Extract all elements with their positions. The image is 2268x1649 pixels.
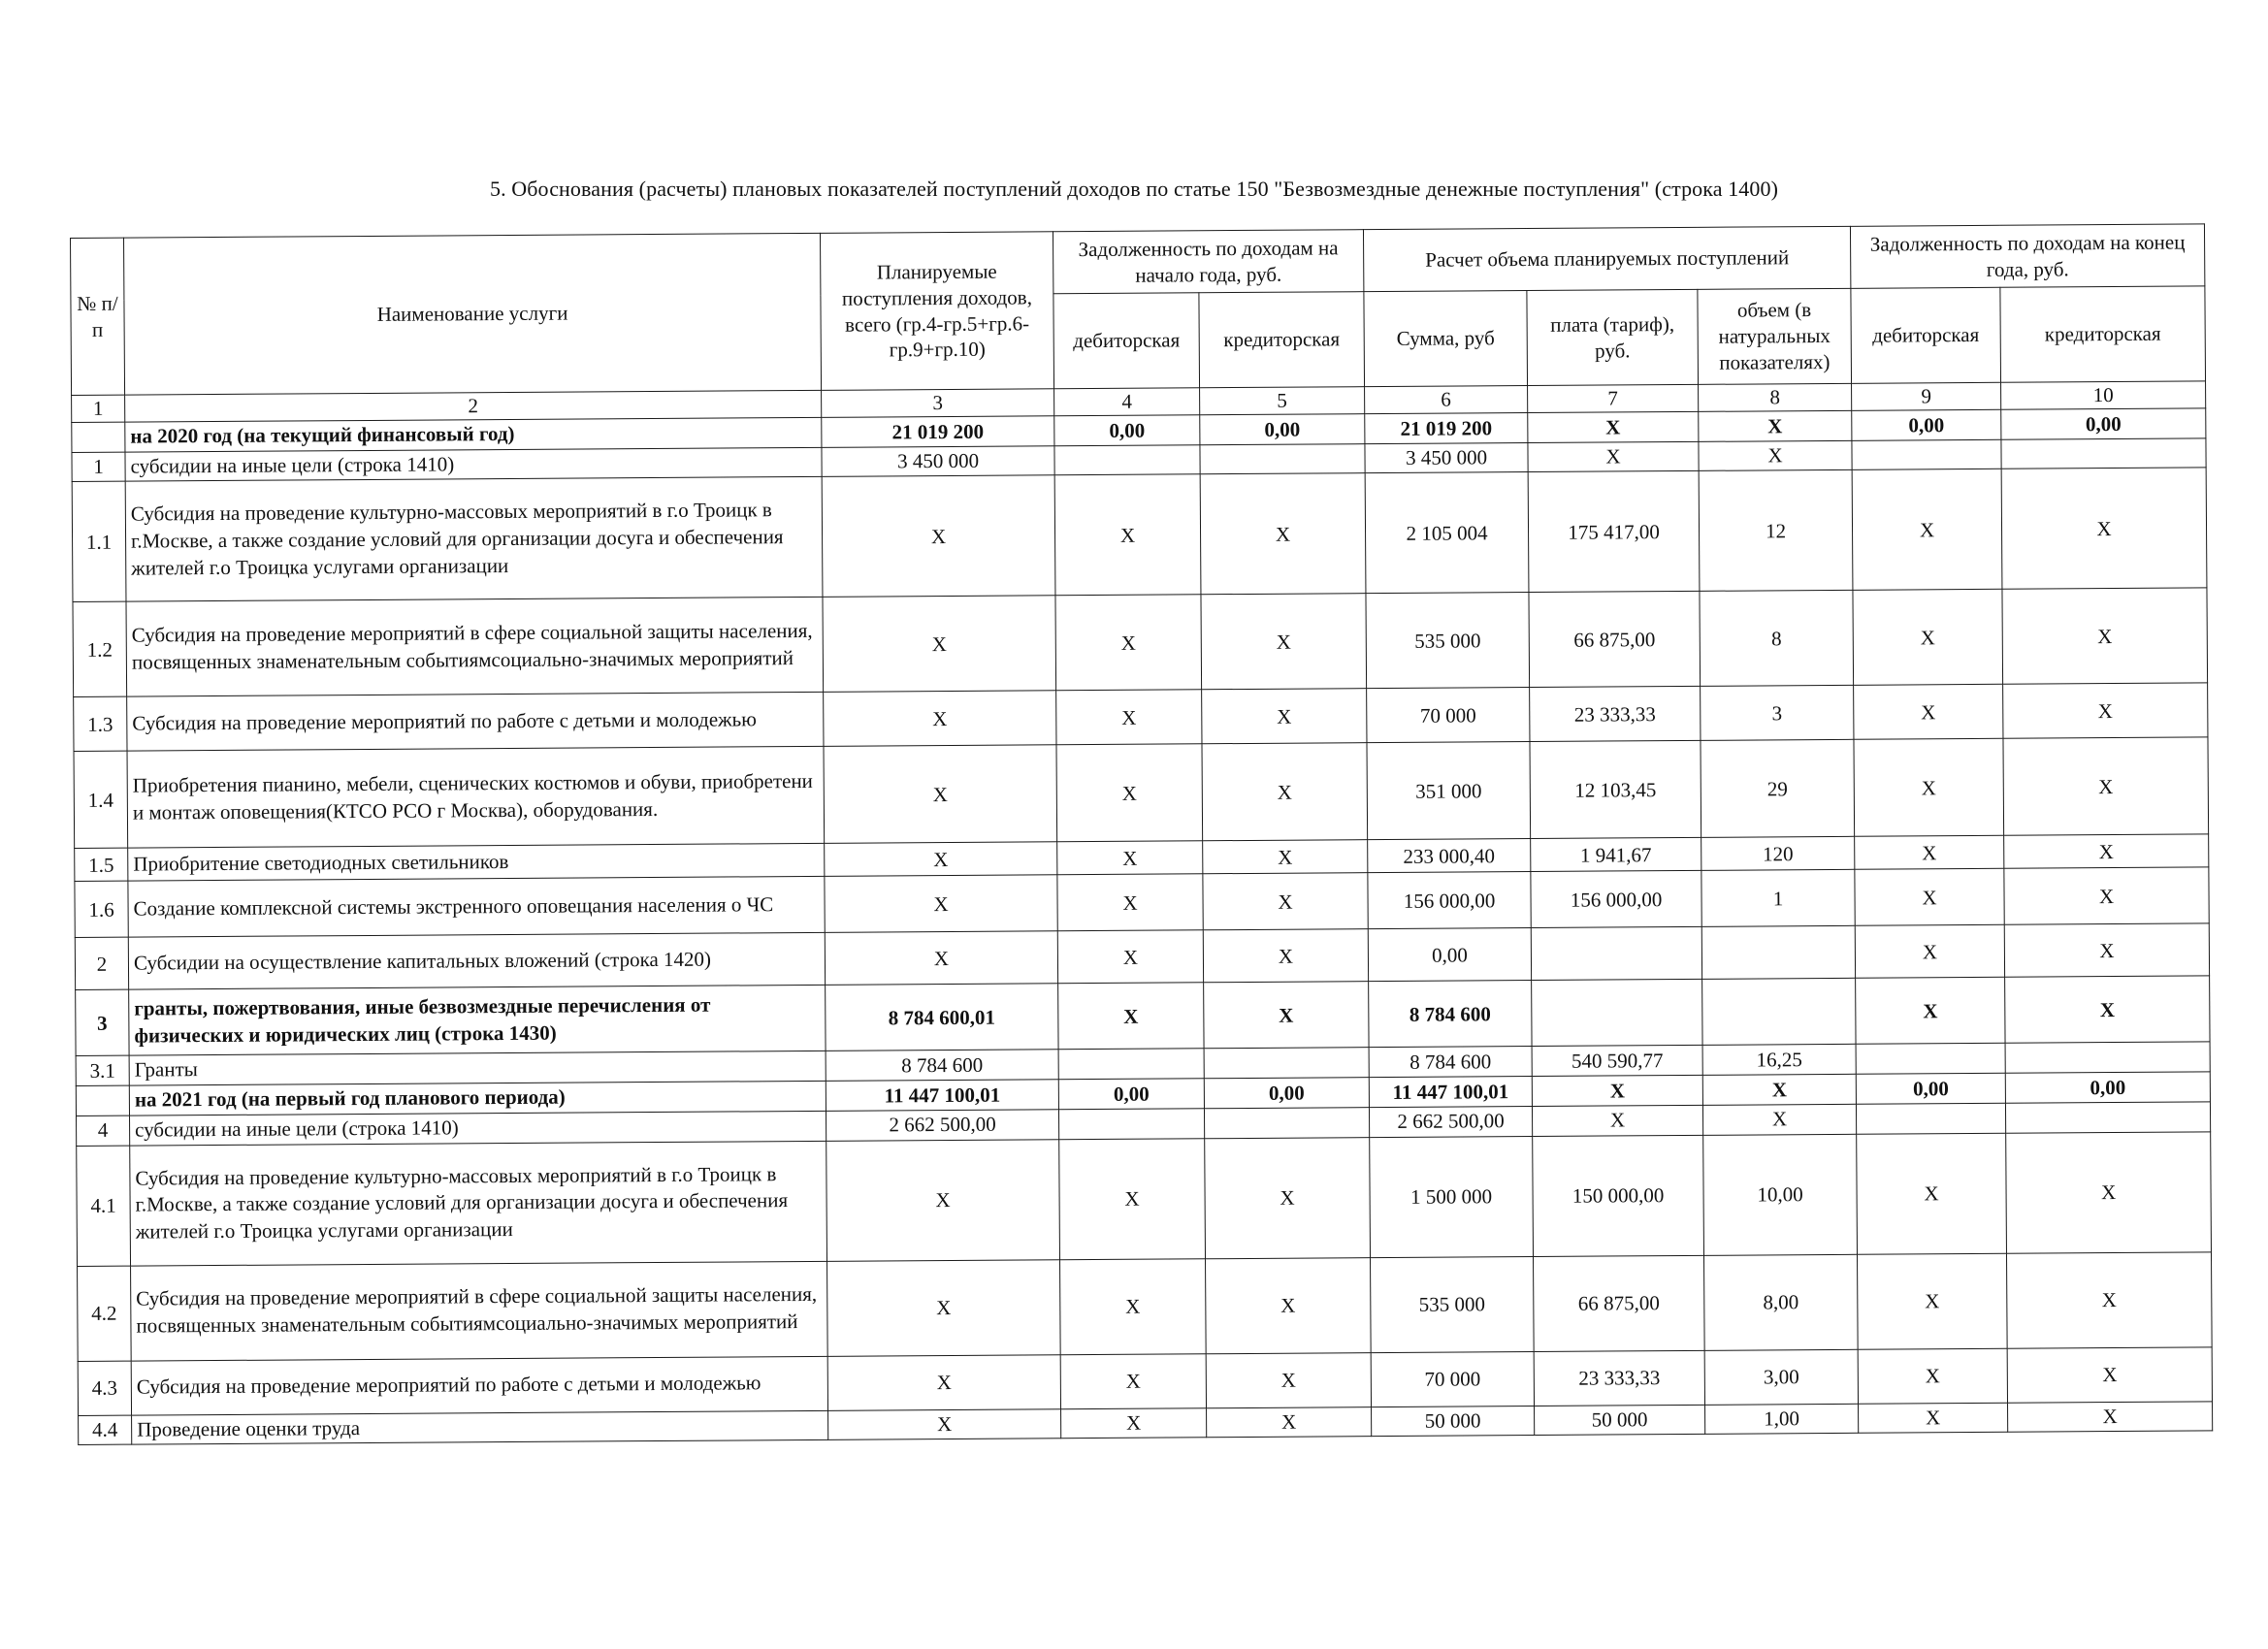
service-name-cell: Субсидии на осуществление капитальных вложений (строка 1420) [128,933,825,990]
calc-volume-cell: 8,00 [1703,1254,1858,1350]
debit-start-cell: Х [1057,874,1203,931]
column-number: 4 [1054,388,1200,416]
service-name-cell: субсидии на иные цели (строка 1410) [130,1111,826,1145]
calc-fee-cell: 23 333,33 [1530,687,1701,742]
planned-revenue-cell: Х [826,1139,1060,1261]
column-number: 8 [1699,383,1852,411]
calc-volume-cell [1701,926,1855,980]
service-name-cell: субсидии на иные цели (строка 1410) [125,447,822,481]
calc-fee-cell [1532,980,1702,1047]
debit-start-cell: Х [1056,690,1202,745]
debit-end-cell [1856,1044,2005,1075]
column-number: 7 [1528,384,1699,412]
calc-volume-cell: 1,00 [1705,1404,1859,1435]
revenue-calculation-table [70,223,2213,1445]
debit-end-cell: Х [1858,1253,2008,1349]
debit-end-cell: Х [1856,978,2005,1045]
header-debit-end: дебиторская [1851,287,2001,383]
debit-start-cell [1058,1109,1204,1140]
debit-end-cell: Х [1858,1348,2007,1404]
planned-revenue-cell: Х [825,875,1057,933]
debit-start-cell: Х [1054,474,1201,596]
column-number: 3 [822,389,1054,418]
debit-end-cell: Х [1854,739,2004,837]
debit-start-cell [1054,444,1200,475]
calc-fee-cell: 12 103,45 [1530,741,1701,839]
calc-volume-cell: Х [1699,440,1852,471]
calc-sum-cell: 8 784 600 [1369,981,1532,1048]
calc-volume-cell: 120 [1701,837,1855,871]
calc-volume-cell: 16,25 [1702,1045,1856,1076]
debit-end-cell: Х [1855,869,2004,926]
calc-fee-cell: 66 875,00 [1529,592,1701,688]
row-number-cell [76,1085,129,1116]
table-row [73,588,2208,697]
calc-sum-cell: 535 000 [1371,1256,1535,1352]
debit-end-cell: Х [1855,836,2004,870]
planned-revenue-cell: 8 784 600,01 [826,984,1058,1051]
row-number-cell: 1.6 [75,882,128,938]
credit-start-cell: Х [1205,1137,1371,1258]
column-number: 2 [125,390,822,422]
calc-sum-cell: 2 105 004 [1365,472,1529,594]
calc-volume-cell: 29 [1701,740,1855,838]
calc-sum-cell: 2 662 500,00 [1369,1106,1532,1137]
calc-sum-cell: 156 000,00 [1368,872,1531,929]
calc-volume-cell: 1 [1701,870,1855,927]
debit-start-cell: Х [1061,1407,1207,1439]
calc-fee-cell: 50 000 [1535,1405,1705,1436]
calc-sum-cell: 535 000 [1366,593,1530,689]
calc-fee-cell: Х [1528,411,1699,442]
service-name-cell: Приобретения пианино, мебели, сценических костюмов и обуви, приобретени и монтаж оповещения(КТСО РСО г Москва), оборудования. [127,747,825,849]
debit-start-cell: Х [1060,1353,1206,1408]
credit-end-cell: Х [2002,588,2208,684]
credit-start-cell: Х [1203,929,1368,983]
row-number-cell: 2 [75,938,128,990]
calc-sum-cell: 233 000,40 [1368,839,1531,873]
credit-start-cell: Х [1201,594,1367,690]
credit-end-cell: Х [2003,683,2208,738]
calc-fee-cell: 175 417,00 [1528,471,1700,593]
planned-revenue-cell: Х [828,1408,1061,1439]
service-name-cell: Субсидия на проведение культурно-массовых мероприятий в г.о Троицк в г.Москве, а также создание условий для организации досуга и обеспечения жителей г.о Троицка услугами организации [125,477,823,602]
header-credit-start: кредиторская [1199,292,1365,388]
credit-end-cell [2001,438,2206,469]
credit-start-cell: Х [1206,1257,1372,1353]
row-number-cell: 1 [72,452,125,482]
credit-start-cell: Х [1203,840,1368,874]
header-debit-start: дебиторская [1053,293,1200,389]
debit-start-cell: 0,00 [1054,415,1200,446]
service-name-cell: Проведение оценки труда [132,1410,828,1444]
debit-end-cell: Х [1859,1403,2008,1434]
planned-revenue-cell: Х [825,931,1057,986]
header-number: № п/п [71,238,125,395]
calc-volume-cell: Х [1702,1074,1856,1105]
calc-fee-cell: Х [1528,441,1699,472]
row-number-cell [72,422,125,452]
credit-start-cell: Х [1204,982,1369,1049]
header-sum: Сумма, руб [1364,291,1528,387]
table-body [72,408,2213,1445]
header-fee: плата (тариф), руб. [1527,289,1699,385]
debit-end-cell: 0,00 [1856,1073,2005,1104]
row-number-cell: 1.5 [75,849,128,882]
row-number-cell: 3 [76,990,129,1056]
table-row [72,468,2207,602]
credit-end-cell: 0,00 [2005,1072,2210,1103]
calc-volume-cell: 3 [1701,686,1854,741]
credit-end-cell [2005,1042,2210,1073]
credit-end-cell: Х [2007,1251,2213,1347]
calc-volume-cell: 8 [1700,591,1854,687]
calc-volume-cell: Х [1702,1104,1856,1135]
calc-sum-cell: 70 000 [1367,688,1530,743]
calc-sum-cell: 11 447 100,01 [1369,1077,1532,1108]
document-title: 5. Обоснования (расчеты) плановых показателей поступлений доходов по статье 150 "Безвозмездные денежные поступления" (строка 1400) [489,177,1779,201]
credit-end-cell: Х [2003,737,2209,835]
row-number-cell: 4.2 [78,1266,132,1361]
header-calculation: Расчет объема планируемых поступлений [1363,226,1850,291]
calc-fee-cell: Х [1532,1105,1702,1136]
column-number: 10 [2001,381,2206,409]
planned-revenue-cell: 8 784 600 [826,1050,1058,1081]
calc-volume-cell: 3,00 [1704,1349,1858,1405]
credit-start-cell [1200,443,1365,474]
credit-start-cell: 0,00 [1204,1078,1369,1109]
row-number-cell: 3.1 [76,1056,129,1086]
service-name-cell: на 2021 год (на первый год планового периода) [129,1082,826,1116]
planned-revenue-cell: Х [827,1259,1061,1356]
debit-end-cell [1852,439,2001,470]
calc-fee-cell: 540 590,77 [1532,1046,1702,1077]
calc-fee-cell: 1 941,67 [1531,838,1701,872]
debit-end-cell: Х [1852,469,2002,591]
credit-end-cell: Х [2004,834,2209,868]
calc-fee-cell: 66 875,00 [1533,1255,1704,1351]
service-name-cell: Субсидия на проведение мероприятий по работе с детьми и молодежью [131,1356,827,1415]
row-number-cell: 4 [77,1116,130,1146]
header-debt-start: Задолженность по доходам на начало года, руб. [1053,230,1363,294]
calc-volume-cell: 12 [1699,470,1853,592]
credit-end-cell: Х [2005,976,2210,1043]
planned-revenue-cell: Х [823,596,1056,693]
header-debt-end: Задолженность по доходам на конец года, руб. [1850,224,2204,288]
credit-start-cell: Х [1202,689,1367,744]
planned-revenue-cell: Х [822,475,1055,598]
row-number-cell: 1.4 [74,752,128,849]
debit-end-cell: Х [1853,590,2003,686]
debit-start-cell: 0,00 [1058,1079,1204,1110]
debit-start-cell [1058,1049,1204,1080]
credit-end-cell: Х [2001,468,2207,589]
credit-start-cell: Х [1207,1406,1372,1438]
credit-start-cell: Х [1206,1352,1371,1407]
debit-end-cell [1856,1103,2005,1134]
calc-sum-cell: 21 019 200 [1365,413,1528,444]
credit-start-cell: Х [1200,473,1366,595]
calc-fee-cell: Х [1532,1076,1702,1107]
calc-volume-cell: 10,00 [1703,1134,1858,1255]
planned-revenue-cell: Х [824,691,1056,747]
credit-end-cell: Х [2008,1401,2213,1432]
credit-end-cell: Х [2004,867,2209,924]
planned-revenue-cell: 3 450 000 [822,445,1054,476]
table-row [77,1131,2212,1266]
service-name-cell: Субсидия на проведение мероприятий в сфере социальной защиты населения, посвященных знаменательным событиямсоциально-значимых мероприятий [131,1261,828,1361]
credit-end-cell: Х [2006,1131,2212,1252]
calc-fee-cell: 150 000,00 [1533,1135,1704,1256]
service-name-cell: Субсидия на проведение мероприятий в сфере социальной защиты населения, посвященных знаменательным событиямсоциально-значимых мероприятий [126,598,824,697]
calc-sum-cell: 8 784 600 [1369,1047,1532,1078]
row-number-cell: 4.3 [78,1361,131,1415]
row-number-cell: 1.2 [73,602,127,697]
service-name-cell: Субсидия на проведение культурно-массовых мероприятий в г.о Троицк в г.Москве, а также создание условий для организации досуга и обеспечения жителей г.о Троицка услугами организации [130,1141,827,1266]
column-number: 9 [1852,382,2001,410]
debit-end-cell: Х [1855,925,2004,979]
calc-sum-cell: 351 000 [1367,742,1531,840]
debit-start-cell: Х [1057,841,1203,875]
header-volume: объем (в натуральных показателях) [1698,288,1852,384]
row-number-cell: 4.4 [79,1415,132,1445]
calc-fee-cell: 156 000,00 [1531,871,1701,928]
service-name-cell: Гранты [129,1051,826,1085]
row-number-cell: 1.1 [72,482,126,602]
credit-end-cell [2005,1102,2210,1133]
column-number: 6 [1365,386,1528,414]
planned-revenue-cell: 2 662 500,00 [826,1110,1058,1141]
debit-end-cell: Х [1857,1133,2007,1254]
service-name-cell: Приобритение светодиодных светильников [128,844,825,882]
service-name-cell: на 2020 год (на текущий финансовый год) [125,417,822,451]
calc-sum-cell: 50 000 [1372,1406,1535,1437]
table-row [78,1251,2213,1361]
column-number: 5 [1200,387,1365,415]
header-service-name: Наименование услуги [124,233,822,395]
calc-fee-cell: 23 333,33 [1534,1350,1704,1406]
calc-sum-cell: 3 450 000 [1365,442,1528,473]
calc-volume-cell [1702,979,1856,1046]
calc-fee-cell [1531,927,1701,981]
service-name-cell: Создание комплексной системы экстренного оповещания населения о ЧС [128,877,825,938]
planned-revenue-cell: Х [825,842,1057,877]
table-row [74,737,2209,849]
column-number: 1 [72,395,125,422]
debit-start-cell: Х [1060,1258,1207,1354]
credit-start-cell: 0,00 [1200,414,1365,445]
header-credit-end: кредиторская [2000,286,2206,382]
debit-start-cell: Х [1057,930,1203,984]
credit-end-cell: 0,00 [2001,408,2206,439]
calc-sum-cell: 1 500 000 [1370,1136,1534,1257]
service-name-cell: Субсидия на проведение мероприятий по работе с детьми и молодежью [127,693,824,752]
calc-volume-cell: Х [1699,410,1852,441]
row-number-cell: 1.3 [74,697,127,752]
service-name-cell: гранты, пожертвования, иные безвозмездные перечисления от физических и юридических лиц (строка 1430) [129,986,826,1056]
row-number-cell: 4.1 [77,1146,131,1266]
debit-start-cell: Х [1056,744,1203,842]
calc-sum-cell: 0,00 [1368,928,1531,982]
debit-start-cell: Х [1058,983,1204,1050]
credit-end-cell: Х [2004,923,2209,977]
planned-revenue-cell: Х [827,1354,1060,1410]
document-sheet [70,223,2212,1445]
credit-end-cell: Х [2007,1346,2212,1402]
planned-revenue-cell: Х [824,745,1057,844]
debit-start-cell: Х [1059,1138,1206,1259]
debit-end-cell: 0,00 [1852,409,2001,440]
credit-start-cell: Х [1203,873,1368,930]
debit-start-cell: Х [1055,595,1202,691]
credit-start-cell: Х [1202,743,1368,841]
credit-start-cell [1204,1108,1369,1139]
header-planned-revenue: Планируемые поступления доходов, всего (гр.4-гр.5+гр.6-гр.9+гр.10) [820,232,1053,391]
planned-revenue-cell: 21 019 200 [822,416,1054,447]
debit-end-cell: Х [1854,685,2003,740]
planned-revenue-cell: 11 447 100,01 [826,1080,1058,1111]
credit-start-cell [1204,1048,1369,1079]
calc-sum-cell: 70 000 [1371,1351,1534,1406]
